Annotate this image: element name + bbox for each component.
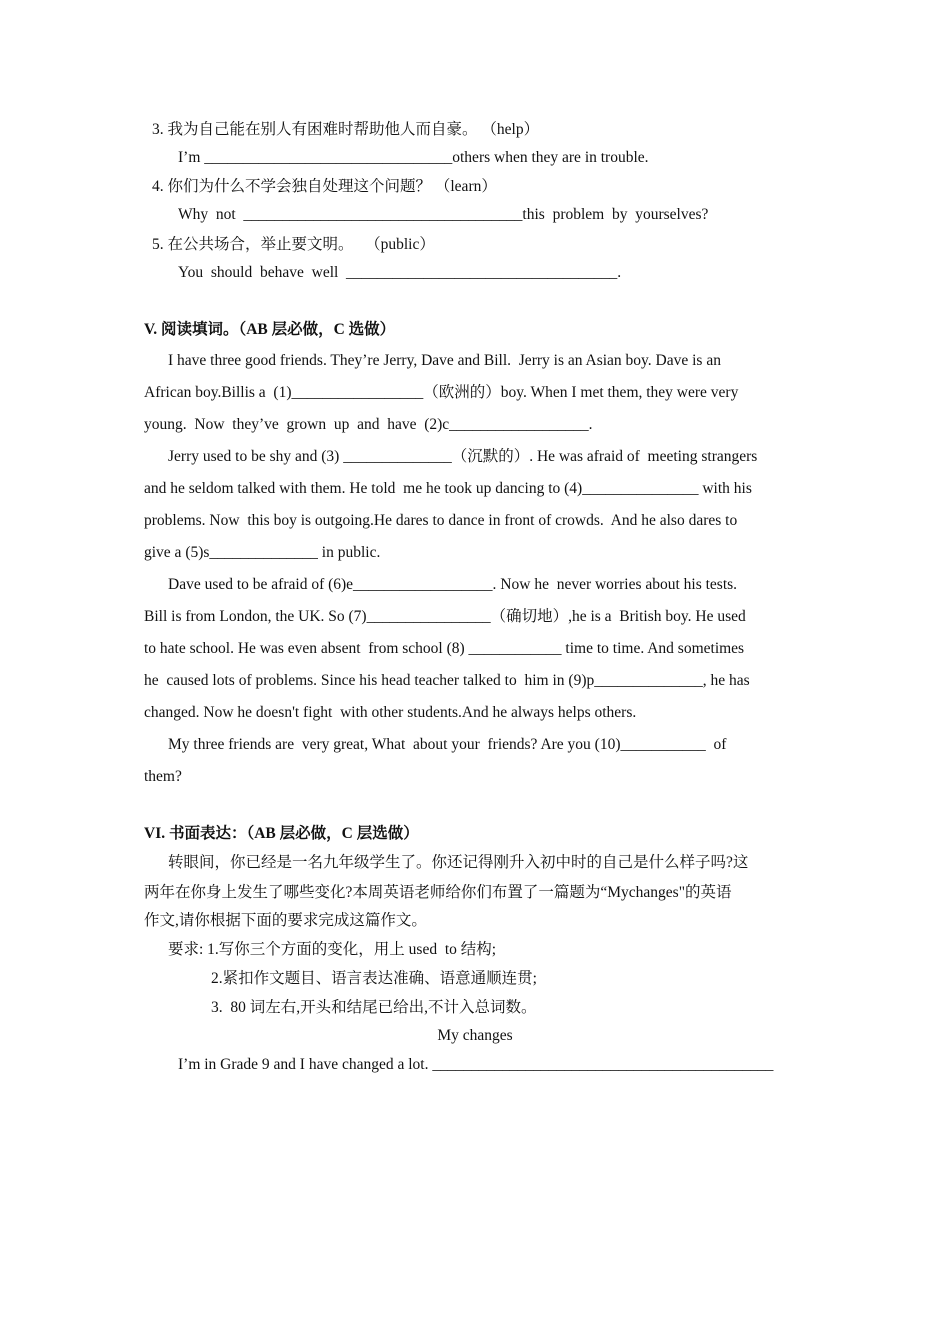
passage-line: Dave used to be afraid of (6)e__________________. Now he never worries about his tests. — [168, 576, 738, 593]
passage-line: African boy.Billis a (1)_________________（欧洲的）boy. When I met them, they were very — [144, 384, 739, 401]
passage-line: Bill is from London, the UK. So (7)________________（确切地）,he is a British boy. He used — [144, 608, 746, 625]
item-4-answer-line: Why not ____________________________________this problem by yourselves? — [178, 206, 709, 223]
item-5-answer-line: You should behave well ___________________________________. — [178, 264, 622, 281]
passage-line: give a (5)s______________ in public. — [144, 544, 381, 561]
passage-line: young. Now they’ve grown up and have (2)c__________________. — [144, 416, 593, 433]
section-6-heading: VI. 书面表达：（AB 层必做，C 层选做） — [144, 825, 419, 842]
essay-opening-line: I’m in Grade 9 and I have changed a lot. ____________________________________________ — [178, 1056, 774, 1073]
passage-line: I have three good friends. They’re Jerry, Dave and Bill. Jerry is an Asian boy. Dave is an — [168, 352, 721, 369]
requirement-2: 2.紧扣作文题目、语言表达准确、语意通顺连贯; — [211, 970, 537, 987]
passage-line: changed. Now he doesn't fight with other students.And he always helps others. — [144, 704, 637, 721]
prompt-line: 作文,请你根据下面的要求完成这篇作文。 — [144, 912, 427, 929]
prompt-line: 两年在你身上发生了哪些变化?本周英语老师给你们布置了一篇题为“Mychanges"的英语 — [144, 884, 732, 901]
passage-line: and he seldom talked with them. He told me he took up dancing to (4)_______________ with his — [144, 480, 752, 497]
prompt-line: 转眼间，你已经是一名九年级学生了。你还记得刚升入初中时的自己是什么样子吗?这 — [168, 854, 749, 871]
section-5-heading: V. 阅读填词。（AB 层必做，C 选做） — [144, 321, 396, 338]
passage-line: them? — [144, 768, 182, 785]
passage-line: Jerry used to be shy and (3) ______________（沉默的）. He was afraid of meeting strangers — [168, 448, 758, 465]
item-3-prompt: 3. 我为自己能在别人有困难时帮助他人而自豪。 （help） — [152, 121, 540, 138]
item-3-answer-line: I’m ________________________________others when they are in trouble. — [178, 149, 649, 166]
passage-line: problems. Now this boy is outgoing.He dares to dance in front of crowds. And he also dares to — [144, 512, 738, 529]
passage-line: to hate school. He was even absent from school (8) ____________ time to time. And sometimes — [144, 640, 745, 657]
item-5-prompt: 5. 在公共场合，举止要文明。 （public） — [152, 236, 435, 253]
requirement-1: 要求: 1.写你三个方面的变化，用上 used to 结构; — [168, 941, 497, 958]
passage-line: My three friends are very great, What about your friends? Are you (10)___________ of — [168, 736, 727, 753]
item-4-prompt: 4. 你们为什么不学会独自处理这个问题？ （learn） — [152, 178, 497, 195]
passage-line: he caused lots of problems. Since his head teacher talked to him in (9)p______________, he has — [144, 672, 750, 689]
requirement-3: 3. 80 词左右,开头和结尾已给出,不计入总词数。 — [211, 999, 537, 1016]
essay-title: My changes — [437, 1027, 513, 1044]
